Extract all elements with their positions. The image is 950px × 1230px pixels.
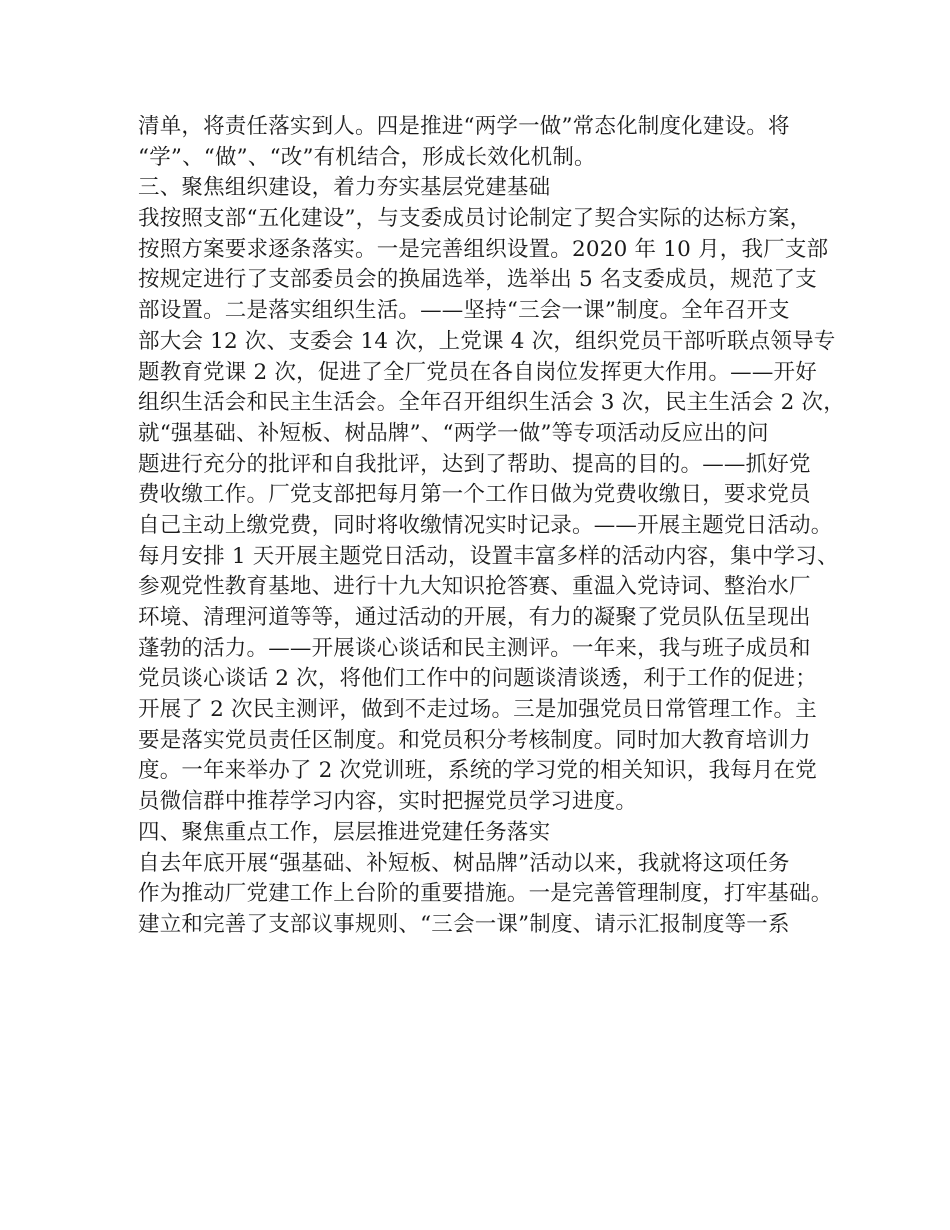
text-line: 员微信群中推荐学习内容，实时把握党员学习进度。	[138, 789, 638, 815]
text-line: 开展了 2 次民主测评，做到不走过场。三是加强党员日常管理工作。主	[138, 697, 817, 723]
text-line: 题进行充分的批评和自我批评，达到了帮助、提高的目的。——抓好党	[138, 451, 811, 477]
section-heading: 四、聚焦重点工作，层层推进党建任务落实	[138, 819, 551, 845]
text-line: 参观党性教育基地、进行十九大知识抢答赛、重温入党诗词、整治水厂	[138, 574, 811, 600]
document-body	[138, 112, 845, 941]
text-line: 建立和完善了支部议事规则、“三会一课”制度、请示汇报制度等一系	[138, 911, 790, 937]
text-line: 环境、清理河道等等，通过活动的开展，有力的凝聚了党员队伍呈现出	[138, 605, 811, 630]
text-line: 按规定进行了支部委员会的换届选举，选举出 5 名支委成员，规范了支	[138, 267, 817, 293]
text-line: 题教育党课 2 次，促进了全厂党员在各自岗位发挥更大作用。——开好	[138, 359, 817, 385]
text-line: 我按照支部“五化建设”，与支委成员讨论制定了契合实际的达标方案，	[138, 206, 812, 232]
text-line: 费收缴工作。厂党支部把每月第一个工作日做为党费收缴日，要求党员	[138, 482, 811, 508]
text-line: 每月安排 1 天开展主题党日活动，设置丰富多样的活动内容，集中学习、	[138, 543, 839, 569]
text-line: 就“强基础、补短板、树品牌”、“两学一做”等专项活动反应出的问	[138, 420, 769, 446]
text-line: 组织生活会和民主生活会。全年召开组织生活会 3 次，民主生活会 2 次，	[138, 390, 845, 416]
text-line: 部大会 12 次、支委会 14 次，上党课 4 次，组织党员干部听联点领导专	[138, 328, 836, 354]
text-line: 蓬勃的活力。——开展谈心谈话和民主测评。一年来，我与班子成员和	[138, 635, 811, 661]
text-line: 部设置。二是落实组织生活。——坚持“三会一课”制度。全年召开支	[138, 298, 790, 324]
text-line: 作为推动厂党建工作上台阶的重要措施。一是完善管理制度，打牢基础。	[138, 881, 833, 907]
section-heading: 三、聚焦组织建设，着力夯实基层党建基础	[138, 175, 551, 201]
text-line: 清单，将责任落实到人。四是推进“两学一做”常态化制度化建设。将	[138, 114, 790, 139]
text-line: 度。一年来举办了 2 次党训班，系统的学习党的相关知识，我每月在党	[138, 758, 817, 784]
text-line: 按照方案要求逐条落实。一是完善组织设置。2020 年 10 月，我厂支部	[138, 236, 829, 262]
text-line: 党员谈心谈话 2 次，将他们工作中的问题谈清谈透，利于工作的促进；	[138, 666, 817, 692]
text-line: 自己主动上缴党费，同时将收缴情况实时记录。——开展主题党日活动。	[138, 512, 833, 538]
text-line: “学”、“做”、“改”有机结合，形成长效化机制。	[138, 144, 596, 170]
text-line: 自去年底开展“强基础、补短板、树品牌”活动以来，我就将这项任务	[138, 850, 790, 876]
text-line: 要是落实党员责任区制度。和党员积分考核制度。同时加大教育培训力	[138, 727, 811, 753]
